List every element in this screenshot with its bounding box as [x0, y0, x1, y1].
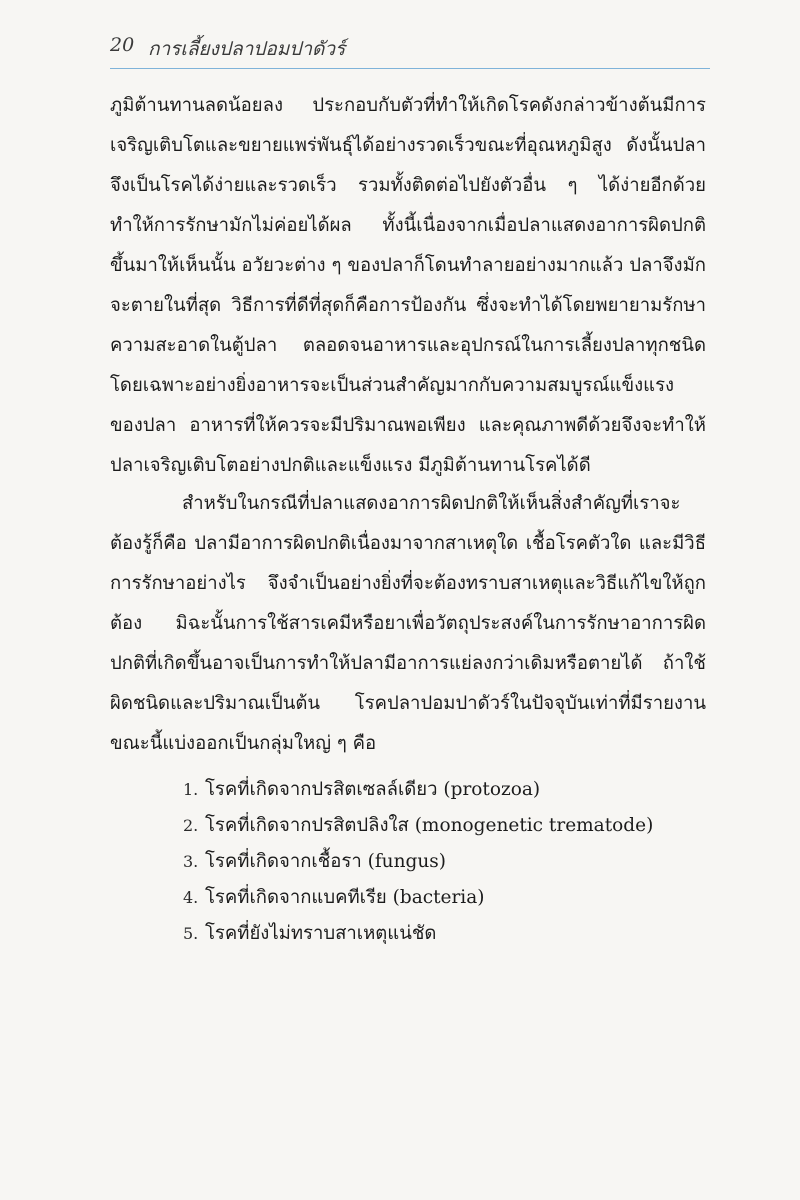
- list-item: [183, 808, 703, 844]
- paragraph-1: ภูมิต้านทานลดน้อยลง ประกอบกับตัวที่ทำให้เกิดโรคดังกล่าวข้างต้นมีการเจริญเติบโตและขยายแพร่พันธุ์ได้อย่างรวดเร็วขณะที่อุณหภูมิสูง ดังนั้นปลาจึงเป็นโรคได้ง่ายและรวดเร็ว รวมทั้งติดต่อไปยังตัวอื่น ๆ ได้ง่ายอีกด้วย ทำให้การรักษามักไม่ค่อยได้ผล ทั้งนี้เนื่องจากเมื่อปลาแสดงอาการผิดปกติขึ้นมาให้เห็นนั้น อวัยวะต่าง ๆ ของปลาก็โดนทำลายอย่างมากแล้ว ปลาจึงมักจะตายในที่สุด วิธีการที่ดีที่สุดก็คือการป้องกัน ซึ่งจะทำได้โดยพยายามรักษาความสะอาดในตู้ปลา ตลอดจนอาหารและอุปกรณ์ในการเลี้ยงปลาทุกชนิด โดยเฉพาะอย่างยิ่งอาหารจะเป็นส่วนสำคัญมากกับความสมบูรณ์แข็งแรงของปลา อาหารที่ให้ควรจะมีปริมาณพอเพียง และคุณภาพดีด้วยจึงจะทำให้ปลาเจริญเติบโตอย่างปกติและแข็งแรง มีภูมิต้านทานโรคได้ดี: [110, 95, 706, 476]
- list-item: [183, 772, 703, 808]
- list-item: [183, 844, 703, 880]
- paragraph-2: สำหรับในกรณีที่ปลาแสดงอาการผิดปกติให้เห็นสิ่งสำคัญที่เราจะต้องรู้ก็คือ ปลามีอาการผิดปกติเนื่องมาจากสาเหตุใด เชื้อโรคตัวใด และมีวิธีการรักษาอย่างไร จึงจำเป็นอย่างยิ่งที่จะต้องทราบสาเหตุและวิธีแก้ไขให้ถูกต้อง มิฉะนั้นการใช้สารเคมีหรือยาเพื่อวัตถุประสงค์ในการรักษาอาการผิดปกติที่เกิดขึ้นอาจเป็นการทำให้ปลามีอาการแย่ลงกว่าเดิมหรือตายได้ ถ้าใช้ผิดชนิดและปริมาณเป็นต้น โรคปลาปอมปาดัวร์ในปัจจุบันเท่าที่มีรายงานขณะนี้แบ่งออกเป็นกลุ่มใหญ่ ๆ คือ: [110, 493, 706, 754]
- list-item-text: โรคที่เกิดจากปรสิตเซลล์เดียว (protozoa): [205, 779, 541, 800]
- running-title: การเลี้ยงปลาปอมปาดัวร์: [148, 38, 346, 60]
- list-item: [183, 916, 703, 952]
- list-item-number: 4.: [183, 888, 199, 907]
- page-header: [110, 28, 710, 69]
- disease-group-list: [183, 772, 703, 952]
- list-item-number: 1.: [183, 780, 199, 799]
- list-item-text: โรคที่ยังไม่ทราบสาเหตุแน่ชัด: [205, 923, 437, 944]
- list-item-number: 5.: [183, 924, 199, 943]
- list-item-text: โรคที่เกิดจากปรสิตปลิงใส (monogenetic trematode): [205, 815, 654, 836]
- list-item-number: 2.: [183, 816, 199, 835]
- list-item: [183, 880, 703, 916]
- page-number: 20: [110, 34, 135, 56]
- list-item-text: โรคที่เกิดจากเชื้อรา (fungus): [205, 851, 446, 872]
- list-item-number: 3.: [183, 852, 199, 871]
- list-item-text: โรคที่เกิดจากแบคทีเรีย (bacteria): [205, 887, 485, 908]
